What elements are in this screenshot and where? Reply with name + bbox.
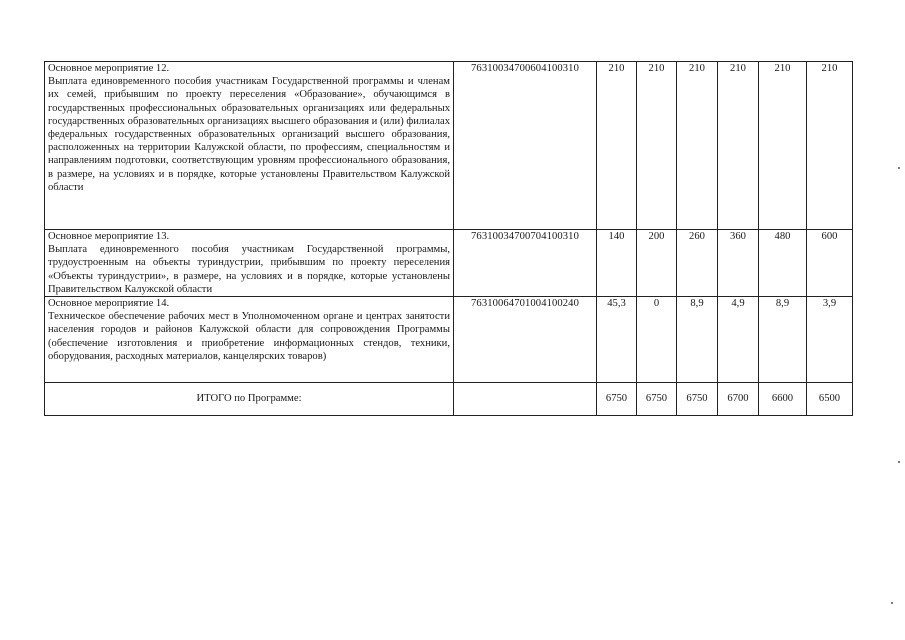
value-cell: 210 [718, 62, 759, 230]
value-cell: 8,9 [759, 297, 807, 383]
value-cell: 4,9 [718, 297, 759, 383]
budget-code-cell: 76310064701004100240 [454, 297, 597, 383]
value-cell: 45,3 [597, 297, 637, 383]
value-cell: 210 [597, 62, 637, 230]
value-cell: 210 [677, 62, 718, 230]
value-cell: 8,9 [677, 297, 718, 383]
table-row [45, 230, 853, 297]
scan-speck [891, 602, 893, 604]
activity-description-cell [45, 230, 454, 297]
value-cell: 360 [718, 230, 759, 297]
value-cell: 260 [677, 230, 718, 297]
activity-title: Основное мероприятие 14. [48, 298, 170, 310]
table-row [45, 62, 853, 230]
activity-text: Выплата единовременного пособия участникам Государственной программы, трудоустроенным на объекты туриндустрии, прибывшим по проекту переселения «Объекты туриндустрии», в размере, на условиях и в порядке, которые установлены Правительством Калужской области [48, 244, 450, 295]
budget-code-cell: 76310034700604100310 [454, 62, 597, 230]
value-cell: 480 [759, 230, 807, 297]
activity-description-cell [45, 297, 454, 383]
program-table [44, 61, 853, 416]
scan-speck [898, 461, 900, 463]
total-value-cell: 6600 [759, 383, 807, 416]
total-value-cell: 6700 [718, 383, 759, 416]
activity-text: Техническое обеспечение рабочих мест в Уполномоченном органе и центрах занятости населения городов и районов Калужской области для сопровождения Программы (обеспечение изготовления и приобретение информационных стендов, техники, оборудования, расходных материалов, канцелярских товаров) [48, 311, 450, 362]
total-value-cell: 6750 [677, 383, 718, 416]
value-cell: 140 [597, 230, 637, 297]
table-row [45, 297, 853, 383]
value-cell: 600 [807, 230, 853, 297]
total-row [45, 383, 853, 416]
value-cell: 0 [637, 297, 677, 383]
activity-description-cell [45, 62, 454, 230]
scan-speck [898, 167, 900, 169]
value-cell: 200 [637, 230, 677, 297]
budget-code-cell-empty [454, 383, 597, 416]
value-cell: 210 [637, 62, 677, 230]
activity-title: Основное мероприятие 13. [48, 231, 170, 242]
activity-text: Выплата единовременного пособия участникам Государственной программы и членам их семей, прибывшим по проекту переселения «Образование», обучающимся в государственных профессиональных образовательных организациях или федеральных государственных образовательных организациях высшего образования и (или) филиалах федеральных государственных образовательных организаций высшего образования, расположенных на территории Калужской области, по профессиям, специальностям и направлениям подготовки, соответствующим уровням профессионального образования, в размере, на условиях и в порядке, которые установлены Правительством Калужской области [48, 76, 450, 193]
total-label: ИТОГО по Программе: [45, 383, 454, 416]
value-cell: 210 [807, 62, 853, 230]
budget-code-cell: 76310034700704100310 [454, 230, 597, 297]
value-cell: 210 [759, 62, 807, 230]
total-value-cell: 6500 [807, 383, 853, 416]
total-value-cell: 6750 [597, 383, 637, 416]
value-cell: 3,9 [807, 297, 853, 383]
total-value-cell: 6750 [637, 383, 677, 416]
activity-title: Основное мероприятие 12. [48, 63, 170, 74]
